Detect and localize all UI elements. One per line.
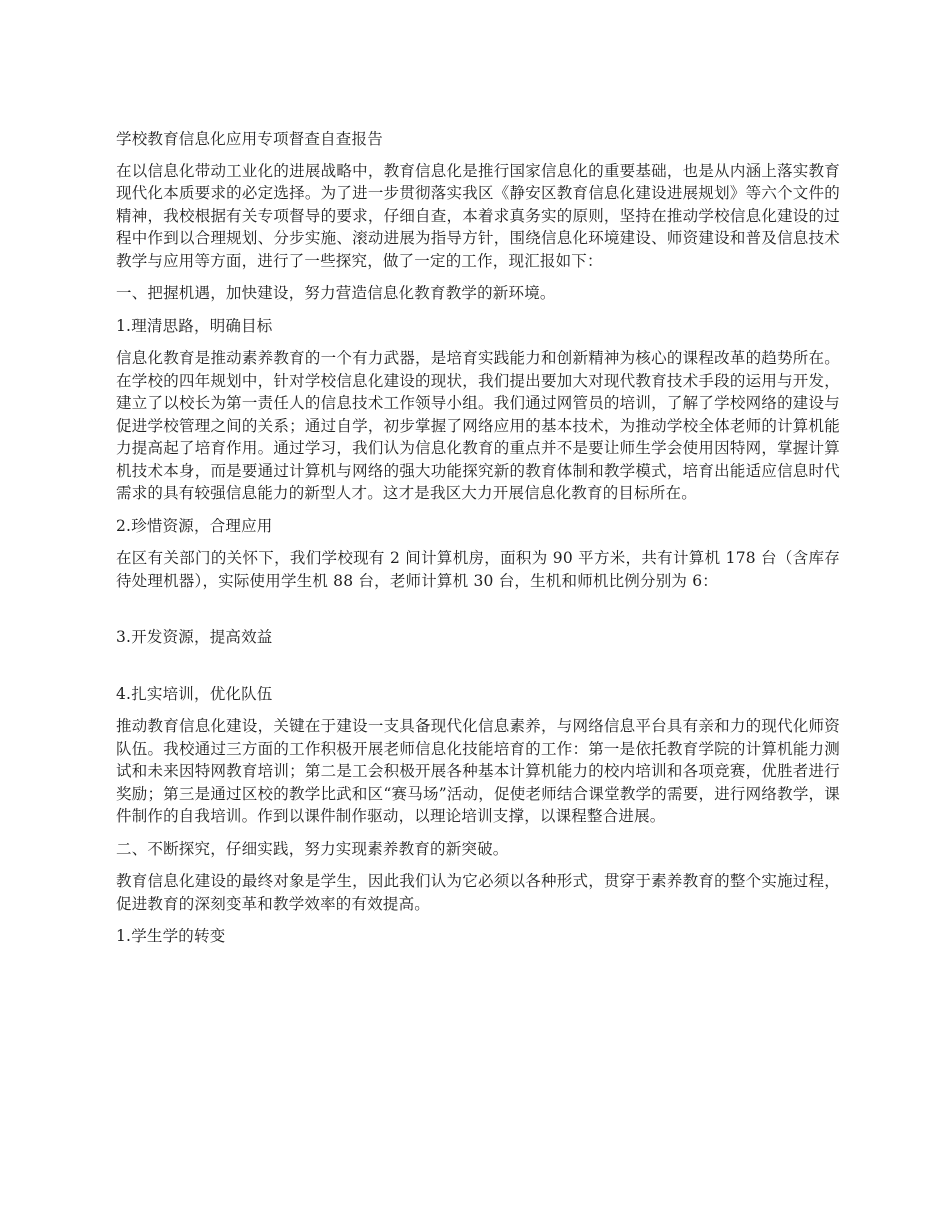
section-1-2-paragraph: 在区有关部门的关怀下，我们学校现有 2 间计算机房，面积为 90 平方米，共有计算机 178 台（含库存待处理机器），实际使用学生机 88 台，老师计算机 30 台，生机和师机比例分别为 6： xyxy=(116,549,840,590)
section-1-2-heading: 2.珍惜资源，合理应用 xyxy=(116,516,273,535)
section-1-heading: 一、把握机遇，加快建设，努力营造信息化教育教学的新环境。 xyxy=(116,284,556,302)
section-1-1-heading: 1.理清思路，明确目标 xyxy=(116,316,273,335)
document-page xyxy=(116,128,840,958)
section-1-3-heading: 3.开发资源，提高效益 xyxy=(116,628,273,646)
section-2-1-heading: 1.学生学的转变 xyxy=(116,927,226,945)
intro-paragraph: 在以信息化带动工业化的进展战略中，教育信息化是推行国家信息化的重要基础，也是从内涵上落实教育现代化本质要求的必定选择。为了进一步贯彻落实我区《静安区教育信息化建设进展规划》等六个文件的精神，我校根据有关专项督导的要求，仔细自查，本着求真务实的原则，坚持在推动学校信息化建设的过程中作到以合理规划、分步实施、滚动进展为指导方针，围绕信息化环境建设、师资建设和普及信息技术教学与应用等方面，进行了一些探究，做了一定的工作，现汇报如下： xyxy=(116,161,840,270)
section-1-4-paragraph: 推动教育信息化建设，关键在于建设一支具备现代化信息素养，与网络信息平台具有亲和力的现代化师资队伍。我校通过三方面的工作积极开展老师信息化技能培育的工作：第一是依托教育学院的计算机能力测试和未来因特网教育培训；第二是工会积极开展各种基本计算机能力的校内培训和各项竞赛，优胜者进行奖励；第三是通过区校的教学比武和区“赛马场”活动，促使老师结合课堂教学的需要，进行网络教学，课件制作的自我培训。作到以课件制作驱动，以理论培训支撑，以课程整合进展。 xyxy=(116,717,840,825)
section-2-paragraph: 教育信息化建设的最终对象是学生，因此我们认为它必须以各种形式，贯穿于素养教育的整个实施过程，促进教育的深刻变革和教学效率的有效提高。 xyxy=(116,872,840,913)
document-title: 学校教育信息化应用专项督查自查报告 xyxy=(116,130,383,148)
section-1-4-heading: 4.扎实培训，优化队伍 xyxy=(116,684,273,703)
section-2-heading: 二、不断探究，仔细实践，努力实现素养教育的新突破。 xyxy=(116,839,509,858)
section-1-1-paragraph: 信息化教育是推动素养教育的一个有力武器，是培育实践能力和创新精神为核心的课程改革的趋势所在。在学校的四年规划中，针对学校信息化建设的现状，我们提出要加大对现代教育技术手段的运用与开发，建立了以校长为第一责任人的信息技术工作领导小组。我们通过网管员的培训，了解了学校网络的建设与促进学校管理之间的关系；通过自学，初步掌握了网络应用的基本技术，为推动学校全体老师的计算机能力提高起了培育作用。通过学习，我们认为信息化教育的重点并不是要让师生学会使用因特网，掌握计算机技术本身，而是要通过计算机与网络的强大功能探究新的教育体制和教学模式，培育出能适应信息时代需求的具有较强信息能力的新型人才。这才是我区大力开展信息化教育的目标所在。 xyxy=(116,349,840,502)
